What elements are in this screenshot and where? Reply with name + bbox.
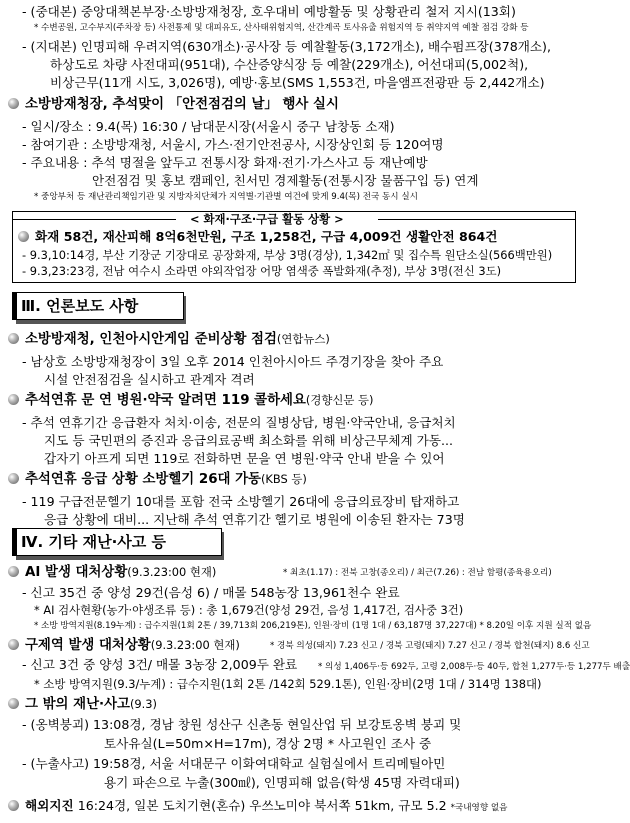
intro-line-1: - (중대본) 중앙대책본부장·소방방재청장, 호우대비 예방활동 및 상황관리 철저 지시(13회): [22, 4, 516, 19]
event-note: * 중앙부처 등 재난관리책임기관 및 지방자치단체가 지역별·기관별 여건에 맞게 9.4(목) 전국 동시 실시: [34, 192, 418, 202]
etc-title: 그 밖의 재난·사고: [25, 697, 130, 712]
section-title-other: Ⅳ. 기타 재난·사고 등: [21, 533, 166, 551]
news-3-line-2: 응급 상황에 대비... 지난해 추석 연휴기간 헬기로 병원에 이송된 환자는 73명: [44, 512, 465, 527]
news-heading-1: [8, 331, 330, 349]
etc-heading: [8, 696, 157, 714]
fmd-line-1: - 신고 3건 중 양성 3건/ 매몰 3농장 2,009두 완료: [22, 657, 298, 672]
news-source-3: (KBS 등): [260, 472, 307, 486]
ai-title: AI 발생 대처상황: [25, 565, 128, 580]
ai-line-3: * 소방 방역지원(8.19누계) : 급수지원(1회 2톤 / 39,713회 206,219톤), 인원·장비 (1명 1대 / 63,187명 37,227대) * 8.20일 이후 지원 실적 없음: [34, 621, 592, 631]
news-2-line-1: - 추석 연휴기간 응급환자 처치·이송, 전문의 질병상담, 병원·약국안내, 응급처치: [22, 415, 456, 430]
activity-box-title: < 화재·구조·구급 활동 상황 >: [190, 212, 344, 226]
quake-note: *국내영향 없음: [450, 803, 508, 813]
quake-title: 해외지진: [25, 798, 74, 813]
news-2-line-3: 갑자기 아프게 되면 119로 전화하면 문을 연 병원·약국 안내 받을 수 있어: [44, 451, 445, 466]
event-line-2: - 참여기관 : 소방방재청, 서울시, 가스·전기안전공사, 시장상인회 등 120여명: [22, 137, 444, 152]
bullet-icon: [8, 800, 19, 811]
intro-line-2: - (지대본) 인명피해 우려지역(630개소)·공사장 등 예찰활동(3,172개소), 배수펌프장(378개소),: [22, 39, 551, 54]
news-3-line-1: - 119 구급전문헬기 10대를 포함 전국 소방헬기 26대에 응급의료장비 탑재하고: [22, 494, 460, 509]
bullet-icon: [8, 698, 19, 709]
activity-line-1: - 9.3,10:14경, 부산 기장군 기장대로 공장화재, 부상 3명(경상), 1,342㎡ 및 집수특 원단소실(566백만원): [22, 248, 553, 262]
activity-summary-text: 화재 58건, 재산피해 8억6천만원, 구조 1,258건, 구급 4,009건 생활안전 864건: [35, 229, 498, 244]
fmd-time: (9.3.23:00 현재): [150, 638, 240, 652]
etc-line-3: - (누출사고) 19:58경, 서울 서대문구 이화여대학교 실험실에서 트리메틸아민: [22, 756, 446, 771]
news-source-2: (경향신문 등): [305, 393, 374, 407]
activity-line-2: - 9.3,23:23경, 전남 여수시 소라면 야외작업장 어망 염색중 폭발화재(추정), 부상 3명(전신 3도): [22, 264, 502, 278]
ai-line-2: * AI 검사현황(농가·야생조류 등) : 총 1,679건(양성 29건, 음성 1,417건, 검사중 3건): [34, 603, 464, 617]
fmd-line-3: * 소방 방역지원(9.3/누계) : 급수지원(1회 2톤 /142회 529.1톤), 인원·장비(2명 1대 / 314명 138대): [34, 677, 542, 691]
section-header-media: [12, 292, 184, 320]
bullet-icon: [8, 394, 19, 405]
bullet-icon: [8, 639, 19, 650]
quake-line: [8, 797, 507, 814]
news-title-2: 추석연휴 문 연 병원·약국 알려면 119 콜하세요: [25, 393, 306, 408]
bullet-icon: [8, 566, 19, 577]
fmd-title: 구제역 발생 대처상황: [25, 638, 151, 653]
event-title: 소방방재청장, 추석맞이 「안전점검의 날」 행사 실시: [25, 97, 339, 112]
event-line-4: 안전점검 및 홍보 캠페인, 친서민 경제활동(전통시장 물품구입 등) 연계: [92, 173, 479, 188]
etc-line-4: 용기 파손으로 누출(300㎖), 인명피해 없음(학생 45명 자력대피): [104, 775, 460, 790]
quake-text: 16:24경, 일본 도치기현(혼슈) 우쓰노미야 북서쪽 51km, 규모 5.2: [77, 798, 447, 813]
news-1-line-1: - 남상호 소방방재청장이 3일 오후 2014 인천아시아드 주경기장을 찾아 주요: [22, 354, 444, 369]
news-source-1: (연합뉴스): [276, 332, 330, 346]
news-title-1: 소방방재청, 인천아시안게임 준비상황 점검: [25, 332, 277, 347]
ai-time: (9.3.23:00 현재): [127, 565, 217, 579]
event-heading: [8, 96, 339, 114]
intro-line-4: 비상근무(11개 시도, 3,026명), 예방·홍보(SMS 1,553건, 마을앰프전광판 등 2,442개소): [50, 75, 545, 90]
intro-note: * 수변공원, 고수부지(주차장 등) 사전통제 및 대피유도, 산사태위험지역, 산간계곡 토사유출 위험지역 등 취약지역 예찰 점검 강화 등: [34, 23, 529, 33]
activity-summary: [18, 228, 497, 245]
news-title-3: 추석연휴 응급 상황 소방헬기 26대 가동: [25, 472, 261, 487]
fmd-line-2: * 의성 1,406두·등 692두, 고령 2,008두·등 40두, 합천 1,277두·등 1,277두 배출: [318, 662, 630, 672]
ai-heading: [8, 564, 216, 582]
section-header-other: [12, 528, 222, 556]
etc-line-1: - (옹벽붕괴) 13:08경, 경남 창원 성산구 신촌동 현일산업 뒤 보강토옹벽 붕괴 및: [22, 717, 462, 732]
section-title-media: Ⅲ. 언론보도 사항: [21, 297, 139, 315]
ai-line-1: - 신고 35건 중 양성 29건(음성 6) / 매몰 548농장 13,961천수 완료: [22, 585, 400, 600]
event-line-1: - 일시/장소 : 9.4(목) 16:30 / 남대문시장(서울시 중구 남창동 소재): [22, 119, 395, 134]
bullet-icon: [8, 473, 19, 484]
event-line-3: - 주요내용 : 추석 명절을 앞두고 전통시장 화재·전기·가스사고 등 재난예방: [22, 155, 428, 170]
bullet-icon: [8, 333, 19, 344]
fmd-heading: [8, 637, 240, 655]
news-2-line-2: 지도 등 국민편의 증진과 응급의료공백 최소화를 위해 비상근무체계 가동...: [44, 433, 454, 448]
news-heading-3: [8, 471, 307, 489]
etc-time: (9.3): [129, 697, 157, 711]
ai-note: * 최초(1.17) : 전북 고창(종오리) / 최근(7.26) : 전남 함평(종육용오리): [283, 568, 552, 578]
news-heading-2: [8, 392, 373, 410]
bullet-icon: [18, 231, 29, 242]
intro-line-3: 하상도로 차량 사전대피(951대), 수산증양식장 등 예찰(229개소), 어선대피(5,002척),: [50, 57, 529, 72]
news-1-line-2: 시설 안전점검을 실시하고 관계자 격려: [44, 372, 255, 387]
bullet-icon: [8, 98, 19, 109]
fmd-note: * 경북 의성(돼지) 7.23 신고 / 경북 고령(돼지) 7.27 신고 / 경북 합천(돼지) 8.6 신고: [270, 641, 590, 651]
etc-line-2: 토사유실(L=50m×H=17m), 경상 2명 * 사고원인 조사 중: [104, 736, 432, 751]
